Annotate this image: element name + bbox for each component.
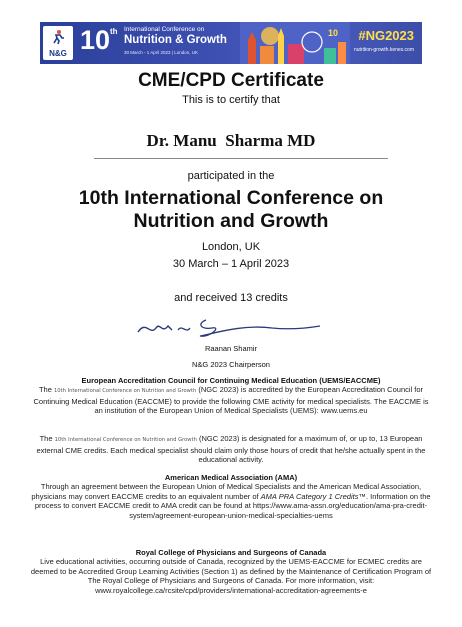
- rcpsc-heading: Royal College of Physicians and Surgeons of Canada: [135, 548, 327, 557]
- ama-p-rest: . Information on the process to convert EACCME credit to AMA credit can be found at https://www.ama-assn.org/education/ama-pra-credit-system/agreement-european-union-medical-specialties-uems: [34, 491, 431, 520]
- eaccme-heading: European Accreditation Council for Continuing Medical Education (UEMS/EACCME): [81, 376, 381, 385]
- credits-line: and received 13 credits: [174, 292, 288, 304]
- conference-name: [0, 187, 462, 233]
- certificate-title: CME/CPD Certificate: [138, 70, 324, 91]
- ama-p-start: Through an agreement between the European Union of Medical Specialists and the American Medical Association, physicians may convert EACCME credits to an equivalent number of: [31, 482, 422, 501]
- ama-paragraph: [0, 482, 462, 520]
- eaccme-paragraph-1: [0, 385, 462, 416]
- banner-title: Nutrition & Growth: [124, 34, 227, 46]
- signature-image: [132, 306, 330, 342]
- eaccme-p2-rest: (NGC 2023) is designated for a maximum of, or up to, 13 European external CME credits. Each medical specialist should claim only those hours of credit that he/she actually spent in the educational activity.: [36, 434, 426, 465]
- banner-subtitle: International Conference on: [124, 26, 205, 33]
- signer-role: N&G 2023 Chairperson: [192, 360, 270, 369]
- banner-website: nutrition-growth.kenes.com: [353, 47, 414, 53]
- rcpsc-paragraph: Live educational activities, occurring outside of Canada, recognized by the UEMS-EACCME for ECMEC credits are deemed to be Accredited Group Learning Activities (Section 1) as defined by the Maintenance of Certification Program of The Royal College of Physicians and Surgeons of Canada. For more information, visit: www.royalcollege.ca/rcsite/cpd/providers/international-accreditation-agreements-e: [30, 557, 432, 595]
- conference-name-line1: 10th International Conference on: [78, 187, 384, 209]
- eaccme-paragraph-2: [0, 434, 462, 465]
- edition-suffix: th: [110, 27, 118, 36]
- eaccme-p2-conference: 10th International Conference on Nutrition and Growth: [54, 437, 197, 443]
- eaccme-p1-start: The: [38, 385, 54, 394]
- ama-credits-term: AMA PRA Category 1 Credits™: [260, 491, 366, 501]
- conference-banner: [40, 22, 422, 64]
- edition-number: 10: [80, 25, 111, 55]
- conference-name-line2: Nutrition and Growth: [133, 210, 329, 232]
- banner-dates: 30 March - 1 April 2023 | London, UK: [124, 50, 198, 55]
- logo-text: N&G: [49, 49, 67, 58]
- signer-name: Raanan Shamir: [204, 344, 258, 353]
- svg-text:10: 10: [328, 28, 339, 38]
- certify-line: This is to certify that: [182, 94, 280, 106]
- ama-heading: American Medical Association (AMA): [164, 473, 298, 482]
- eaccme-p1-conference: 10th International Conference on Nutrition and Growth: [53, 388, 197, 394]
- eaccme-p2-start: The: [39, 434, 55, 443]
- london-skyline-illustration: [240, 22, 350, 64]
- ng-logo: [43, 26, 73, 60]
- participated-line: participated in the: [187, 170, 275, 182]
- hashtag: #NG2023: [358, 28, 414, 43]
- conference-dates: 30 March – 1 April 2023: [172, 258, 290, 270]
- eaccme-p1-rest: (NGC 2023) is accredited by the European Accreditation Council for Continuing Medical Education (EACCME) to provide the following CME activity for medical specialists. The EACCME is an institution of the European Union of Medical Specialists (UEMS): www.uems.eu: [33, 385, 429, 416]
- runner-icon: [50, 29, 66, 45]
- conference-location: London, UK: [201, 241, 261, 253]
- name-divider: [94, 158, 388, 159]
- recipient-name: Dr. Manu Sharma MD: [146, 131, 316, 150]
